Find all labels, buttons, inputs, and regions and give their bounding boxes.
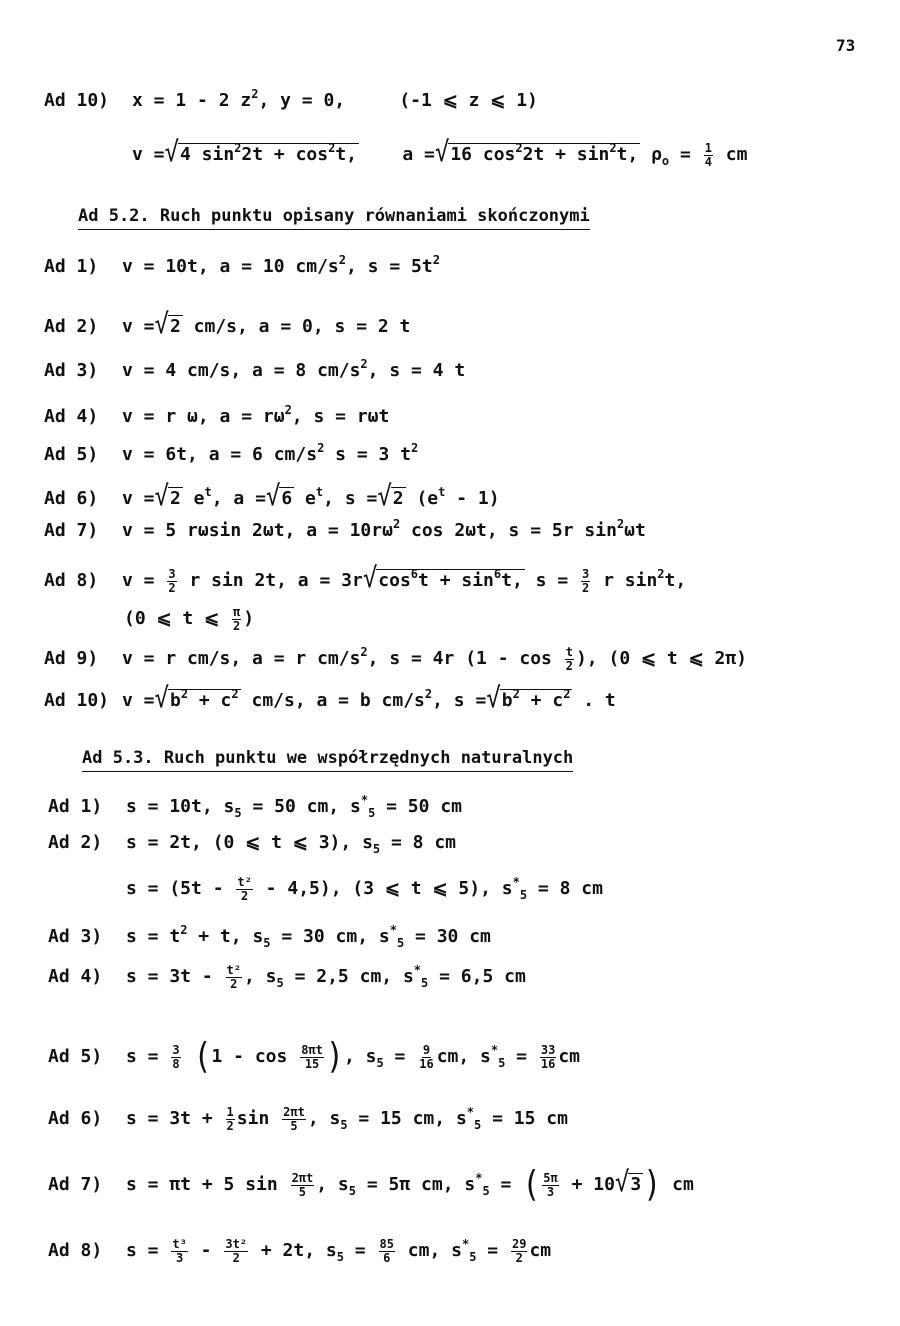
fraction: $\frac{2\pi t}{5}$ [291, 1170, 314, 1199]
s52-ad7: Ad 7) v = 5 rωsin 2ωt, $a = 10r\omega^2$ cos 2ωt, s = 5r $\sin^2\omega t$ [44, 517, 646, 541]
sqrt-expression: 16 $\cos^22t + \sin^2t$, [450, 141, 639, 165]
item-label: Ad 2) [44, 316, 99, 337]
s52-ad1: Ad 1) v = 10t, a = 10 $cm/s^2$, $s = 5t^2$ [44, 253, 440, 277]
item-label: Ad 10) [44, 90, 110, 111]
s53-ad6: Ad 6) s = 3t + $\frac{1}{2}$ sin $\frac{2\pi t}{5}$ , $s_5 = 15$ cm, $s^*_5 = 15$ cm [48, 1105, 568, 1133]
sqrt-expression: $\cos^6t + \sin^6t$, [378, 567, 523, 591]
fraction: $\frac{3}{2}$ [582, 566, 590, 595]
fraction: $\frac{t}{2}$ [565, 645, 573, 673]
fraction: $\frac{\text{t²}}{2}$ [237, 875, 252, 903]
sqrt-expression: 2 [392, 488, 404, 509]
s53-ad2: Ad 2) s = 2t, (0 ⩽ t ⩽ 3), $s_5 = 8$ cm [48, 832, 456, 856]
s52-ad9: Ad 9) v = r cm/s, a = r $cm/s^2$, s = 4r (1 - cos $\frac{t}{2}$ ), (0 ⩽ t ⩽ 2π) [44, 645, 748, 673]
sqrt-expression: 2 [169, 316, 181, 337]
item-label: Ad 3) [44, 360, 99, 381]
fraction: $\frac{\text{t²}}{2}$ [226, 963, 241, 991]
item-label: Ad 1) [44, 256, 99, 277]
s53-ad8: Ad 8) s = $\frac{\text{t³}}{3}$ - $\frac{\text{3t²}}{2}$ + 2t, $s_5$ = $\frac{85}{6}$ cm, $s^*_5$ = $\frac{29}{2}$ cm [48, 1237, 552, 1265]
s53-ad5: Ad 5) s = $\frac{3}{8}$ (1 - cos $\frac{8\pi t}{15}$ ), $s_5$ = $\frac{9}{16}$ cm, $s^*_5$ = $\frac{33}{16}$ cm [48, 1035, 581, 1078]
fraction: $\frac{9}{16}$ [419, 1042, 434, 1071]
s52-ad6: Ad 6) v =√2 $e^t$, a =√6 $e^t$, s =√2 $(e^t - 1)$ [44, 479, 500, 513]
item-label: Ad 3) [48, 926, 103, 947]
section-heading-5-2: Ad 5.2. Ruch punktu opisany równaniami skończonymi [78, 206, 590, 230]
fraction: $\frac{1}{2}$ [226, 1105, 234, 1133]
s52-ad8: Ad 8) v = $\frac{3}{2}$ r sin 2t, $a = 3r√\cos^6t + \sin^6t$, s = $\frac{3}{2}$ r $\sin^2t$, [44, 561, 687, 595]
s52-ad2: Ad 2) v =√2 cm/s, a = 0, s = 2 t [44, 307, 411, 341]
section-heading-5-3: Ad 5.3. Ruch punktu we współrzędnych naturalnych [82, 748, 573, 772]
s52-ad3: Ad 3) v = 4 cm/s, a = 8 $cm/s^2$, s = 4 t [44, 357, 466, 381]
top-ad10-line1: Ad 10) x = 1 - 2 $z^2$, y = 0, (-1 ⩽ z ⩽ 1) [44, 87, 538, 111]
item-label: Ad 8) [48, 1240, 103, 1262]
fraction: $\frac{3}{2}$ [168, 566, 176, 595]
item-label: Ad 4) [48, 966, 103, 988]
sqrt-expression: $b^2 + c^2$ [501, 687, 571, 711]
fraction: $\frac{29}{2}$ [511, 1237, 527, 1265]
s53-ad1: Ad 1) s = 10t, $s_5 = 50$ cm, $s^*_5 = 50$ cm [48, 793, 462, 820]
sqrt-expression: 6 [281, 488, 293, 509]
top-ad10-line2: v =√4 $\sin^22t + \cos^2t$, a =√16 $\cos^22t + \sin^2t$, $\rho_o$ = $\frac{1}{4}$ cm [132, 135, 748, 169]
item-label: Ad 5) [44, 444, 99, 465]
item-label: Ad 2) [48, 832, 103, 853]
s52-ad10: Ad 10) $v =√b^2 + c^2$ cm/s, a = b $cm/s^2$, $s =√b^2 + c^2$ . t [44, 681, 616, 715]
fraction: $\frac{33}{16}$ [540, 1042, 556, 1071]
s52-ad5: Ad 5) v = 6t, a = 6 $cm/s^2$ s = 3 $t^2$ [44, 441, 419, 465]
item-label: Ad 7) [44, 520, 99, 541]
item-label: Ad 4) [44, 406, 99, 427]
page-number: 73 [836, 36, 856, 55]
item-label: Ad 6) [48, 1108, 103, 1130]
item-label: Ad 8) [44, 570, 99, 591]
fraction: $\frac{2\pi t}{5}$ [283, 1105, 305, 1133]
item-label: Ad 7) [48, 1174, 103, 1195]
fraction: $\frac{85}{6}$ [379, 1237, 394, 1265]
sqrt-expression: 4 $\sin^22t + \cos^2t$, [179, 141, 358, 165]
fraction: $\frac{5\pi}{3}$ [543, 1170, 558, 1199]
fraction: $\frac{3}{8}$ [172, 1042, 180, 1071]
fraction: $\frac{\text{t³}}{3}$ [172, 1237, 187, 1265]
s52-ad4: Ad 4) v = r ω, $a = r\omega^2$, s = rωt [44, 403, 390, 427]
fraction: $\frac{1}{4}$ [704, 140, 712, 169]
s53-ad4: Ad 4) s = 3t - $\frac{\text{t²}}{2}$ , $s_5 = 2,5$ cm, $s^*_5 = 6,5$ cm [48, 963, 526, 991]
fraction: $\frac{8\pi t}{15}$ [301, 1042, 323, 1071]
item-label: Ad 5) [48, 1046, 103, 1067]
item-label: Ad 10) [44, 690, 110, 711]
s52-ad8-range: (0 ⩽ t ⩽ $\frac{\pi}{2}$ ) [124, 605, 255, 633]
item-label: Ad 6) [44, 488, 99, 509]
sqrt-expression: $b^2 + c^2$ [169, 687, 239, 711]
s53-ad3: Ad 3) $s = t^2 + t$, $s_5 = 30$ cm, $s^*_5 = 30$ cm [48, 923, 491, 950]
sqrt-expression: 3 [630, 1174, 642, 1195]
item-label: Ad 1) [48, 796, 103, 817]
s53-ad7: Ad 7) s = πt + 5 sin $\frac{2\pi t}{5}$ , $s_5 = 5\pi$ cm, $s^*_5$ = ( $\frac{5\pi}{3}$ + 10√3) cm [48, 1163, 694, 1206]
fraction: $\frac{\text{3t²}}{2}$ [225, 1237, 248, 1265]
fraction: $\frac{\pi}{2}$ [233, 605, 241, 633]
s53-ad2-line2: s = (5t - $\frac{\text{t²}}{2}$ - 4,5), (3 ⩽ t ⩽ 5), $s^*_5 = 8$ cm [126, 875, 603, 903]
sqrt-expression: 2 [169, 488, 181, 509]
item-label: Ad 9) [44, 648, 99, 670]
